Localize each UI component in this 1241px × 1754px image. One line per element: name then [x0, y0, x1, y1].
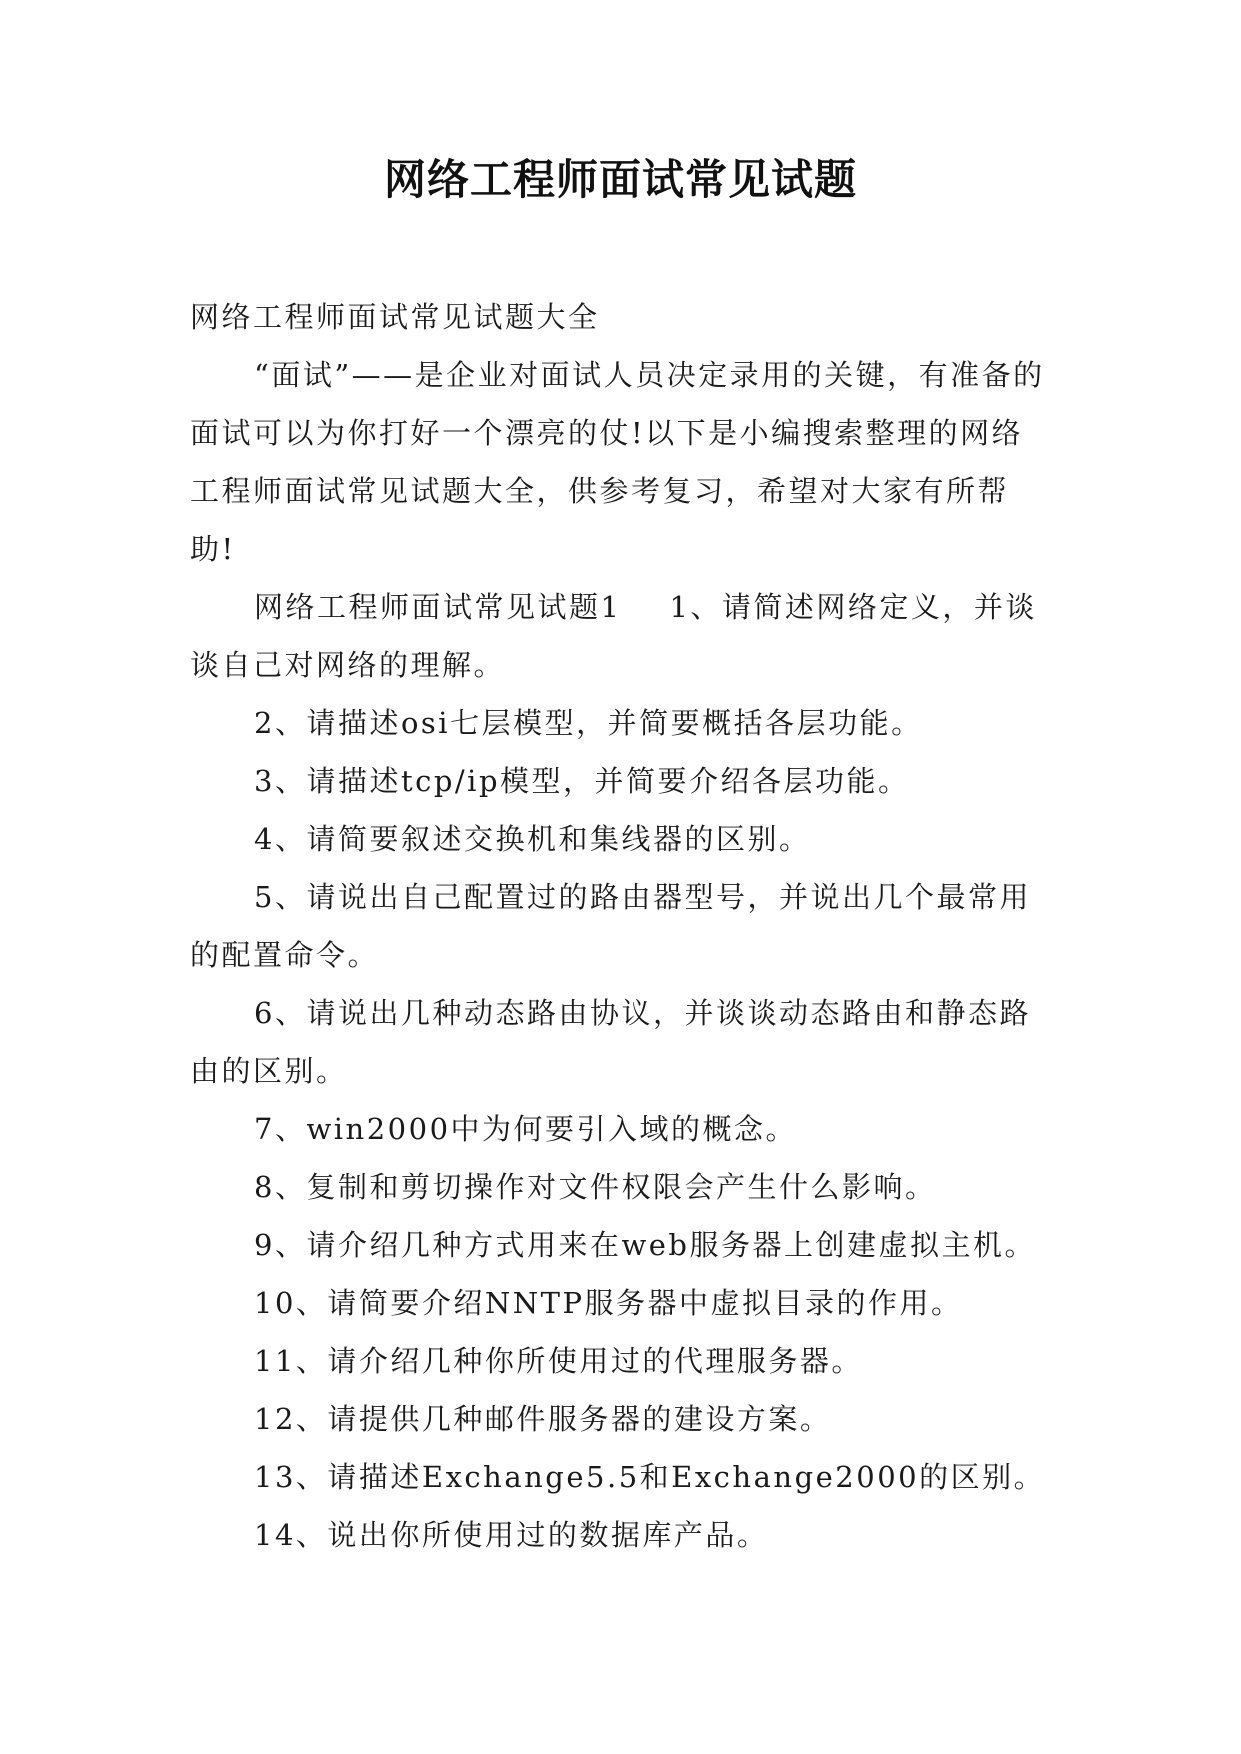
question-2: 2、请描述osi七层模型，并简要概括各层功能。 [254, 706, 923, 740]
question-8: 8、复制和剪切操作对文件权限会产生什么影响。 [254, 1170, 937, 1204]
intro-paragraph: “面试”——是企业对面试人员决定录用的关键，有准备的面试可以为你打好一个漂亮的仗!以下是小编搜索整理的网络工程师面试常见试题大全，供参考复习，希望对大家有所帮助! [190, 358, 1045, 566]
question-9: 9、请介绍几种方式用来在web服务器上创建虚拟主机。 [254, 1228, 1037, 1262]
question-14: 14、说出你所使用过的数据库产品。 [254, 1518, 769, 1552]
document-title: 网络工程师面试常见试题 [383, 155, 857, 204]
section-heading: 网络工程师面试常见试题1 [254, 590, 622, 624]
question-7: 7、win2000中为何要引入域的概念。 [254, 1112, 798, 1146]
question-10: 10、请简要介绍NNTP服务器中虚拟目录的作用。 [254, 1286, 963, 1320]
question-12: 12、请提供几种邮件服务器的建设方案。 [254, 1402, 832, 1436]
question-4: 4、请简要叙述交换机和集线器的区别。 [254, 822, 811, 856]
question-3: 3、请描述tcp/ip模型，并简要介绍各层功能。 [254, 764, 910, 798]
question-5: 5、请说出自己配置过的路由器型号，并说出几个最常用的配置命令。 [190, 880, 1031, 972]
document-body [190, 288, 1050, 1564]
question-6: 6、请说出几种动态路由协议，并谈谈动态路由和静态路由的区别。 [190, 996, 1031, 1088]
document-subtitle: 网络工程师面试常见试题大全 [190, 300, 600, 334]
question-13: 13、请描述Exchange5.5和Exchange2000的区别。 [254, 1460, 1046, 1494]
question-1: 1、请简述网络定义，并谈谈自己对网络的理解。 [190, 590, 1037, 682]
question-paragraph-1 [190, 578, 1050, 694]
question-11: 11、请介绍几种你所使用过的代理服务器。 [254, 1344, 863, 1378]
